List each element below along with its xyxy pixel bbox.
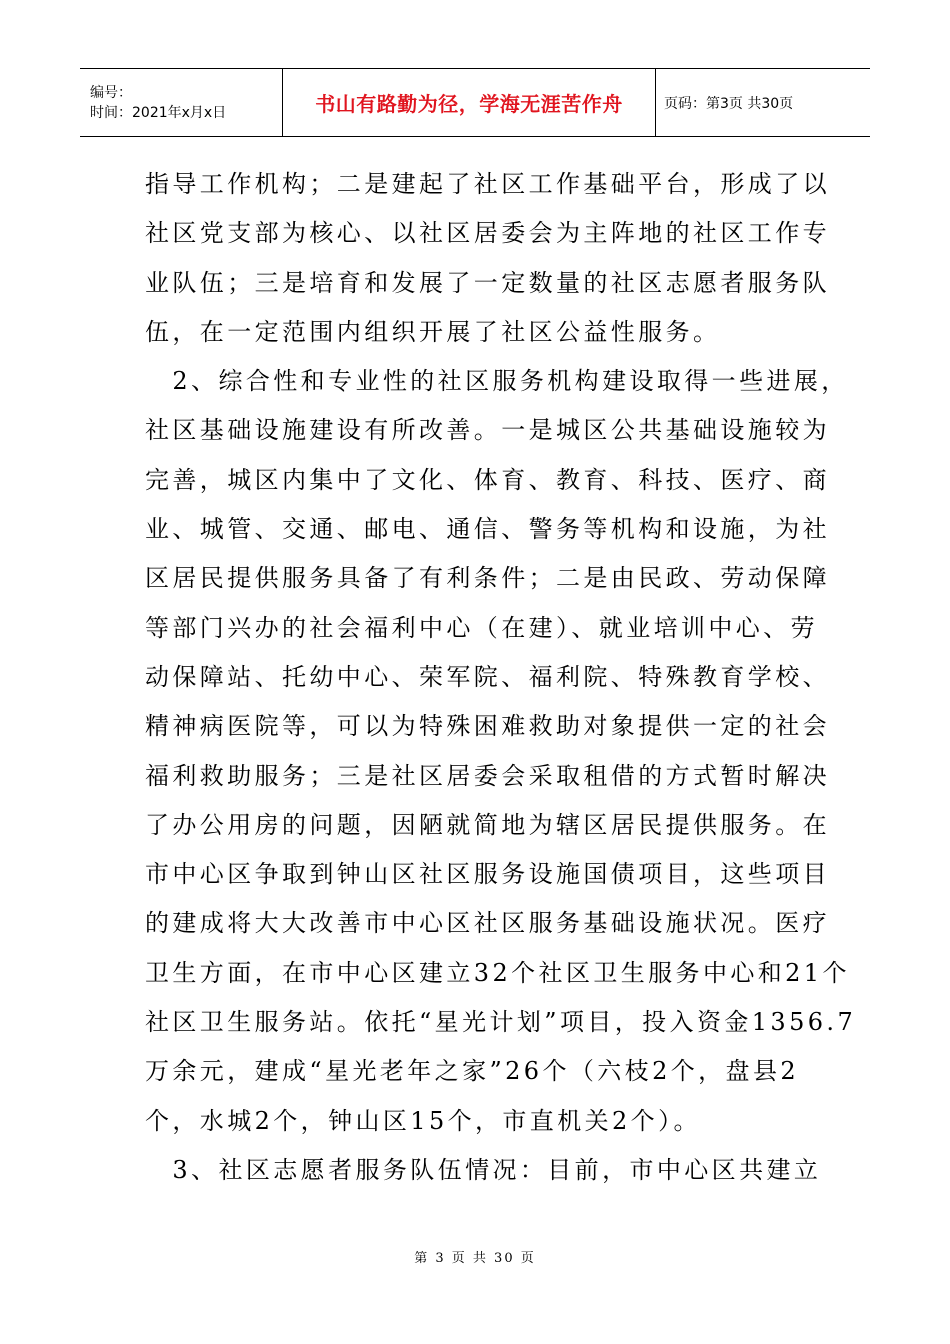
header-page-info: [656, 69, 870, 136]
body-line: 卫生方面，在市中心区建立32个社区卫生服务中心和21个: [145, 958, 850, 987]
body-line: 等部门兴办的社会福利中心（在建）、就业培训中心、劳: [145, 613, 818, 642]
body-line: 业队伍；三是培育和发展了一定数量的社区志愿者服务队: [145, 268, 830, 297]
body-line: 动保障站、托幼中心、荣军院、福利院、特殊教育学校、: [145, 662, 830, 691]
body-line: 个，水城2个，钟山区15个，市直机关2个）。: [145, 1106, 701, 1135]
page-header: [80, 68, 870, 137]
body-line: 业、城管、交通、邮电、通信、警务等机构和设施，为社: [145, 515, 830, 544]
body-line: 3、社区志愿者服务队伍情况：目前，市中心区共建立: [145, 1155, 822, 1184]
header-motto: [282, 69, 656, 136]
body-line: 福利救助服务；三是社区居委会采取租借的方式暂时解决: [145, 761, 830, 790]
body-line: 市中心区争取到钟山区社区服务设施国债项目，这些项目: [145, 860, 830, 889]
document-body: [145, 160, 857, 1195]
body-line: 指导工作机构；二是建起了社区工作基础平台，形成了以: [145, 170, 830, 198]
document-number-label: 编号：: [90, 84, 132, 101]
body-line: 区居民提供服务具备了有利条件；二是由民政、劳动保障: [145, 564, 830, 593]
body-line: 社区基础设施建设有所改善。一是城区公共基础设施较为: [145, 416, 830, 445]
page-info-text: 页码：第3页 共30页: [664, 95, 794, 112]
body-line: 2、综合性和专业性的社区服务机构建设取得一些进展，: [145, 367, 849, 396]
motto-text: 书山有路勤为径，学海无涯苦作舟: [315, 92, 623, 116]
footer-page-number: 第 3 页 共 30 页: [414, 1251, 536, 1266]
body-line: 了办公用房的问题，因陋就简地为辖区居民提供服务。在: [145, 810, 830, 839]
body-line: 伍，在一定范围内组织开展了社区公益性服务。: [145, 317, 721, 346]
header-meta: [80, 69, 282, 136]
body-line: 完善，城区内集中了文化、体育、教育、科技、医疗、商: [145, 465, 830, 494]
body-line: 社区党支部为核心、以社区居委会为主阵地的社区工作专: [145, 219, 830, 248]
document-date-label: 时间：2021年x月x日: [90, 104, 227, 121]
body-line: 精神病医院等，可以为特殊困难救助对象提供一定的社会: [145, 712, 830, 741]
body-line: 的建成将大大改善市中心区社区服务基础设施状况。医疗: [145, 909, 830, 938]
page-footer: [0, 1247, 950, 1266]
body-line: 万余元，建成“星光老年之家”26个（六枝2个，盘县2: [145, 1057, 800, 1086]
body-line: 社区卫生服务站。依托“星光计划”项目，投入资金1356.7: [145, 1008, 857, 1037]
